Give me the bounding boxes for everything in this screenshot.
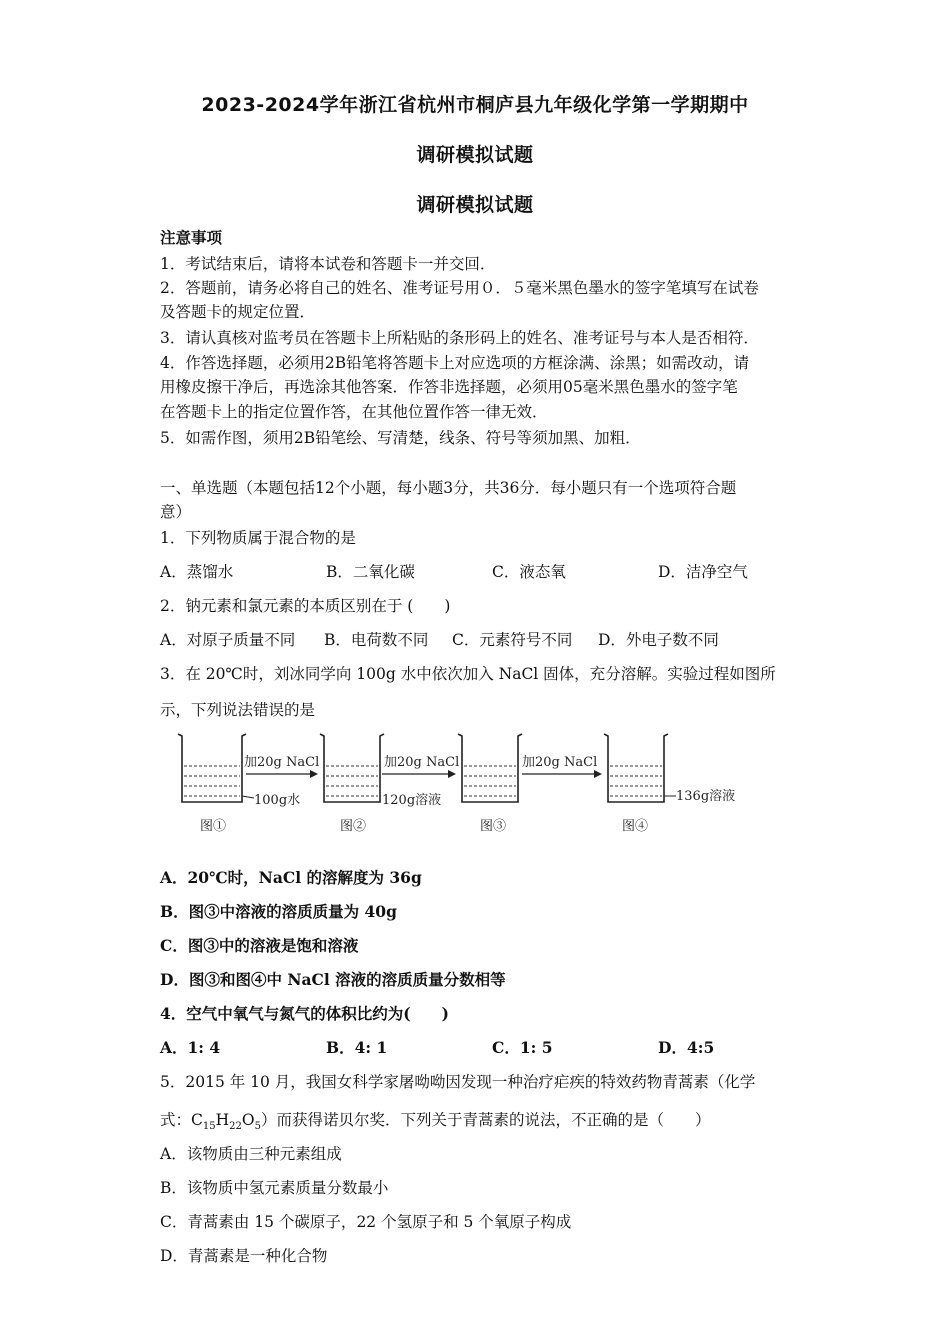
arrow-1-label: 加20g NaCl: [244, 755, 320, 770]
question-3-stem: 3．在 20℃时，刘冰同学向 100g 水中依次加入 NaCl 固体，充分溶解。实验过程如图所: [160, 665, 776, 683]
q4-option-d: D．4:5: [658, 1038, 715, 1057]
section-heading: 一、单选题（本题包括12个小题，每小题3分，共36分．每小题只有一个选项符合题: [160, 479, 737, 497]
notice-line: 1．考试结束后，请将本试卷和答题卡一并交回．: [160, 255, 496, 273]
q4-option-c: C．1: 5: [492, 1038, 553, 1057]
q2-option-c: C．元素符号不同: [452, 631, 573, 649]
chemical-formula: $C_{15}H_{22}O_5$: [191, 1111, 261, 1133]
q1-option-a: A．蒸馏水: [160, 563, 234, 581]
q1-option-c: C．液态氧: [492, 563, 566, 581]
notice-line: 2．答题前，请务必将自己的姓名、准考证号用０．５毫米黑色墨水的签字笔填写在试卷: [160, 279, 759, 297]
question-2-stem: 2．钠元素和氯元素的本质区别在于 ( ): [160, 597, 451, 615]
q5-option-a: A．该物质由三种元素组成: [160, 1145, 342, 1163]
q3-option-b: B．图③中溶液的溶质质量为 40g: [160, 902, 397, 921]
q3-option-d: D．图③和图④中 NaCl 溶液的溶质质量分数相等: [160, 970, 506, 989]
q5-option-c: C．青蒿素由 15 个碳原子，22 个氢原子和 5 个氧原子构成: [160, 1213, 572, 1231]
q5-option-b: B．该物质中氢元素质量分数最小: [160, 1179, 389, 1197]
q1-option-d: D．洁净空气: [658, 563, 748, 581]
q2-option-b: B．电荷数不同: [324, 631, 429, 649]
beaker-4-label: 136g溶液: [676, 789, 736, 804]
figure-caption-1: 图①: [200, 819, 227, 834]
notice-line: 及答题卡的规定位置．: [160, 303, 316, 321]
arrow-3-label: 加20g NaCl: [522, 755, 598, 770]
notice-heading: 注意事项: [160, 228, 223, 247]
q2-option-a: A．对原子质量不同: [160, 631, 296, 649]
arrow-1-head: [310, 770, 318, 778]
notice-line: 3．请认真核对监考员在答题卡上所粘贴的条形码上的姓名、准考证号与本人是否相符．: [160, 329, 759, 347]
figure-caption-3: 图③: [480, 819, 507, 834]
figure-caption-2: 图②: [340, 819, 367, 834]
section-heading-cont: 意）: [160, 503, 192, 521]
beaker-1-label: 100g水: [254, 793, 301, 808]
question-5-stem-cont: [160, 1108, 711, 1132]
beaker-3: [458, 734, 522, 802]
beaker-experiment-figure: [170, 726, 770, 838]
beaker-1: [178, 734, 254, 802]
question-1-stem: 1．下列物质属于混合物的是: [160, 529, 356, 547]
q4-option-a: A．1: 4: [160, 1038, 221, 1057]
q4-option-b: B．4: 1: [326, 1038, 388, 1057]
beaker-4: [604, 734, 676, 802]
q3-option-a: A．20℃时，NaCl 的溶解度为 36g: [160, 868, 422, 887]
page-subtitle: 调研模拟试题: [416, 144, 534, 166]
notice-line: 5．如需作图，须用2B铅笔绘、写清楚，线条、符号等须加黑、加粗．: [160, 429, 641, 447]
q5-option-d: D．青蒿素是一种化合物: [160, 1247, 328, 1265]
figure-caption-4: 图④: [622, 819, 649, 834]
notice-line: 在答题卡上的指定位置作答，在其他位置作答一律无效．: [160, 403, 548, 421]
page-title: 2023-2024学年浙江省杭州市桐庐县九年级化学第一学期期中: [201, 94, 749, 116]
question-5-stem: 5．2015 年 10 月，我国女科学家屠呦呦因发现一种治疗疟疾的特效药物青蒿素（化学: [160, 1073, 756, 1091]
notice-line: 4．作答选择题，必须用2B铅笔将答题卡上对应选项的方框涂满、涂黑；如需改动，请: [160, 354, 750, 372]
q1-option-b: B．二氧化碳: [326, 563, 415, 581]
q5-prefix: 式：: [160, 1111, 192, 1129]
beaker-2: [320, 734, 384, 802]
notice-line: 用橡皮擦干净后，再选涂其他答案．作答非选择题，必须用05毫米黑色墨水的签字笔: [160, 378, 738, 396]
page-subtitle-repeat: 调研模拟试题: [416, 194, 534, 216]
q5-suffix: ）而获得诺贝尔奖．下列关于青蒿素的说法，不正确的是（ ）: [260, 1111, 711, 1129]
arrow-2-label: 加20g NaCl: [384, 755, 460, 770]
beaker-2-label: 120g溶液: [382, 793, 442, 808]
question-4-stem: 4．空气中氧气与氮气的体积比约为( ): [160, 1004, 449, 1023]
question-3-stem-cont: 示，下列说法错误的是: [160, 701, 316, 719]
q3-option-c: C．图③中的溶液是饱和溶液: [160, 936, 359, 955]
arrow-3-head: [594, 770, 602, 778]
arrow-2-head: [448, 770, 456, 778]
q2-option-d: D．外电子数不同: [598, 631, 719, 649]
